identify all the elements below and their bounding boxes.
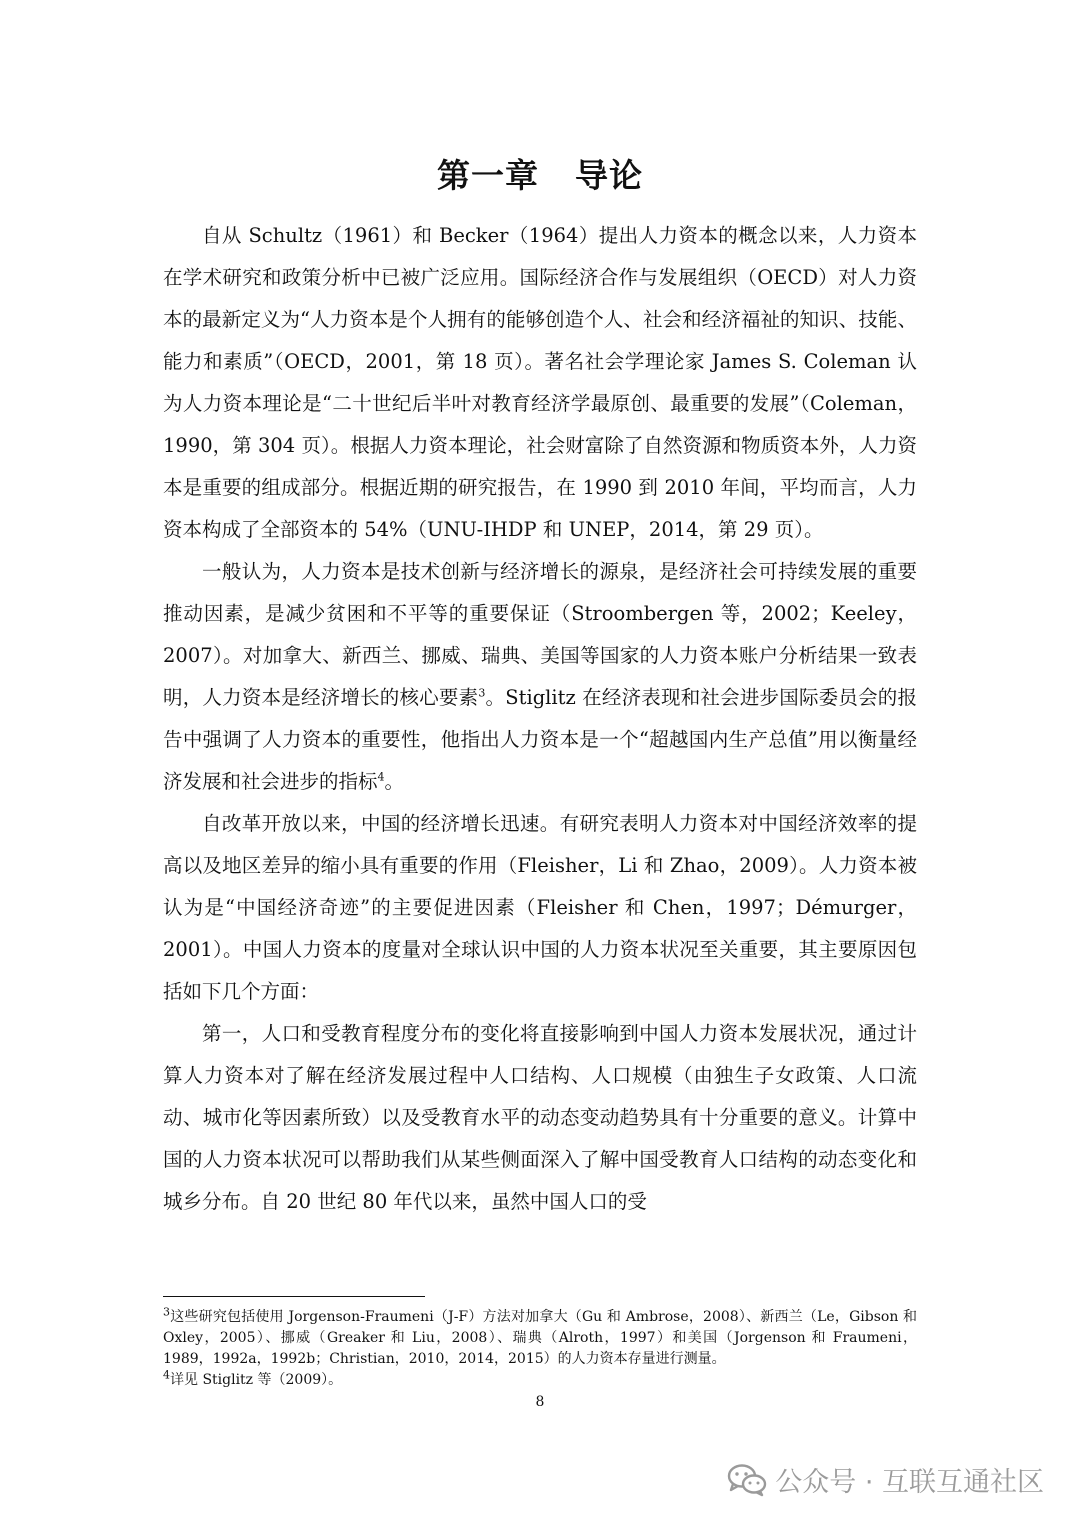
chapter-name: 导论: [575, 156, 643, 196]
footnote-text: 这些研究包括使用 Jorgenson-Fraumeni（J-F）方法对加拿大（Gu 和 Ambrose，2008）、新西兰（Le，Gibson 和 Oxley，2005）、挪威（Greaker 和 Liu，2008）、瑞典（Alroth，1997）和美国（Jorgenson 和 Fraumeni，1989，1992a，1992b；Christian，2010，2014，2015）的人力资本存量进行测量。: [163, 1309, 917, 1367]
paragraph-1: 自从 Schultz（1961）和 Becker（1964）提出人力资本的概念以来，人力资本在学术研究和政策分析中已被广泛应用。国际经济合作与发展组织（OECD）对人力资本的最新定义为“人力资本是个人拥有的能够创造个人、社会和经济福祉的知识、技能、能力和素质”（OECD，2001，第 18 页）。著名社会学理论家 James S. Coleman 认为人力资本理论是“二十世纪后半叶对教育经济学最原创、最重要的发展”（Coleman，1990，第 304 页）。根据人力资本理论，社会财富除了自然资源和物质资本外，人力资本是重要的组成部分。根据近期的研究报告，在 1990 到 2010 年间，平均而言，人力资本构成了全部资本的 54%（UNU-IHDP 和 UNEP，2014，第 29 页）。: [163, 224, 917, 541]
footnote-ref-4: 4: [377, 770, 385, 784]
paragraph-2: [163, 551, 917, 803]
paragraph-2-text-1: 一般认为，人力资本是技术创新与经济增长的源泉，是经济社会可持续发展的重要推动因素，是减少贫困和不平等的重要保证（Stroombergen 等，2002；Keeley，2007）。对加拿大、新西兰、挪威、瑞典、美国等国家的人力资本账户分析结果一致表明，人力资本是经济增长的核心要素: [163, 560, 917, 709]
watermark-text: 公众号 · 互联互通社区: [775, 1467, 1044, 1498]
chapter-number: 第一章: [437, 156, 539, 196]
footnote-mark: 4: [163, 1368, 170, 1382]
footnote-4: [163, 1370, 917, 1391]
footnote-mark: 3: [163, 1305, 170, 1319]
watermark: [727, 1460, 1044, 1499]
paragraph-2-text-2: 。Stiglitz 在经济表现和社会进步国际委员会的报告中强调了人力资本的重要性，他指出人力资本是一个“超越国内生产总值”用以衡量经济发展和社会进步的指标: [163, 686, 917, 793]
wechat-icon: [727, 1463, 767, 1497]
footnote-text: 详见 Stiglitz 等（2009）。: [170, 1372, 343, 1388]
footnotes: [163, 1307, 917, 1391]
paragraph-2-text-3: 。: [384, 770, 405, 793]
paragraph-3: 自改革开放以来，中国的经济增长迅速。有研究表明人力资本对中国经济效率的提高以及地区差异的缩小具有重要的作用（Fleisher，Li 和 Zhao，2009）。人力资本被认为是“中国经济奇迹”的主要促进因素（Fleisher 和 Chen，1997；Démurger，2001）。中国人力资本的度量对全球认识中国的人力资本状况至关重要，其主要原因包括如下几个方面：: [163, 812, 917, 1003]
chapter-title: [0, 150, 1080, 197]
paragraph-4: 第一，人口和受教育程度分布的变化将直接影响到中国人力资本发展状况，通过计算人力资本对了解在经济发展过程中人口结构、人口规模（由独生子女政策、人口流动、城市化等因素所致）以及受教育水平的动态变动趋势具有十分重要的意义。计算中国的人力资本状况可以帮助我们从某些侧面深入了解中国受教育人口结构的动态变化和城乡分布。自 20 世纪 80 年代以来，虽然中国人口的受: [163, 1022, 917, 1213]
footnote-3: [163, 1307, 917, 1370]
footnote-separator: [163, 1296, 425, 1297]
footnote-ref-3: 3: [478, 686, 486, 700]
page-number: 8: [535, 1394, 545, 1410]
body-text: [163, 215, 917, 1223]
